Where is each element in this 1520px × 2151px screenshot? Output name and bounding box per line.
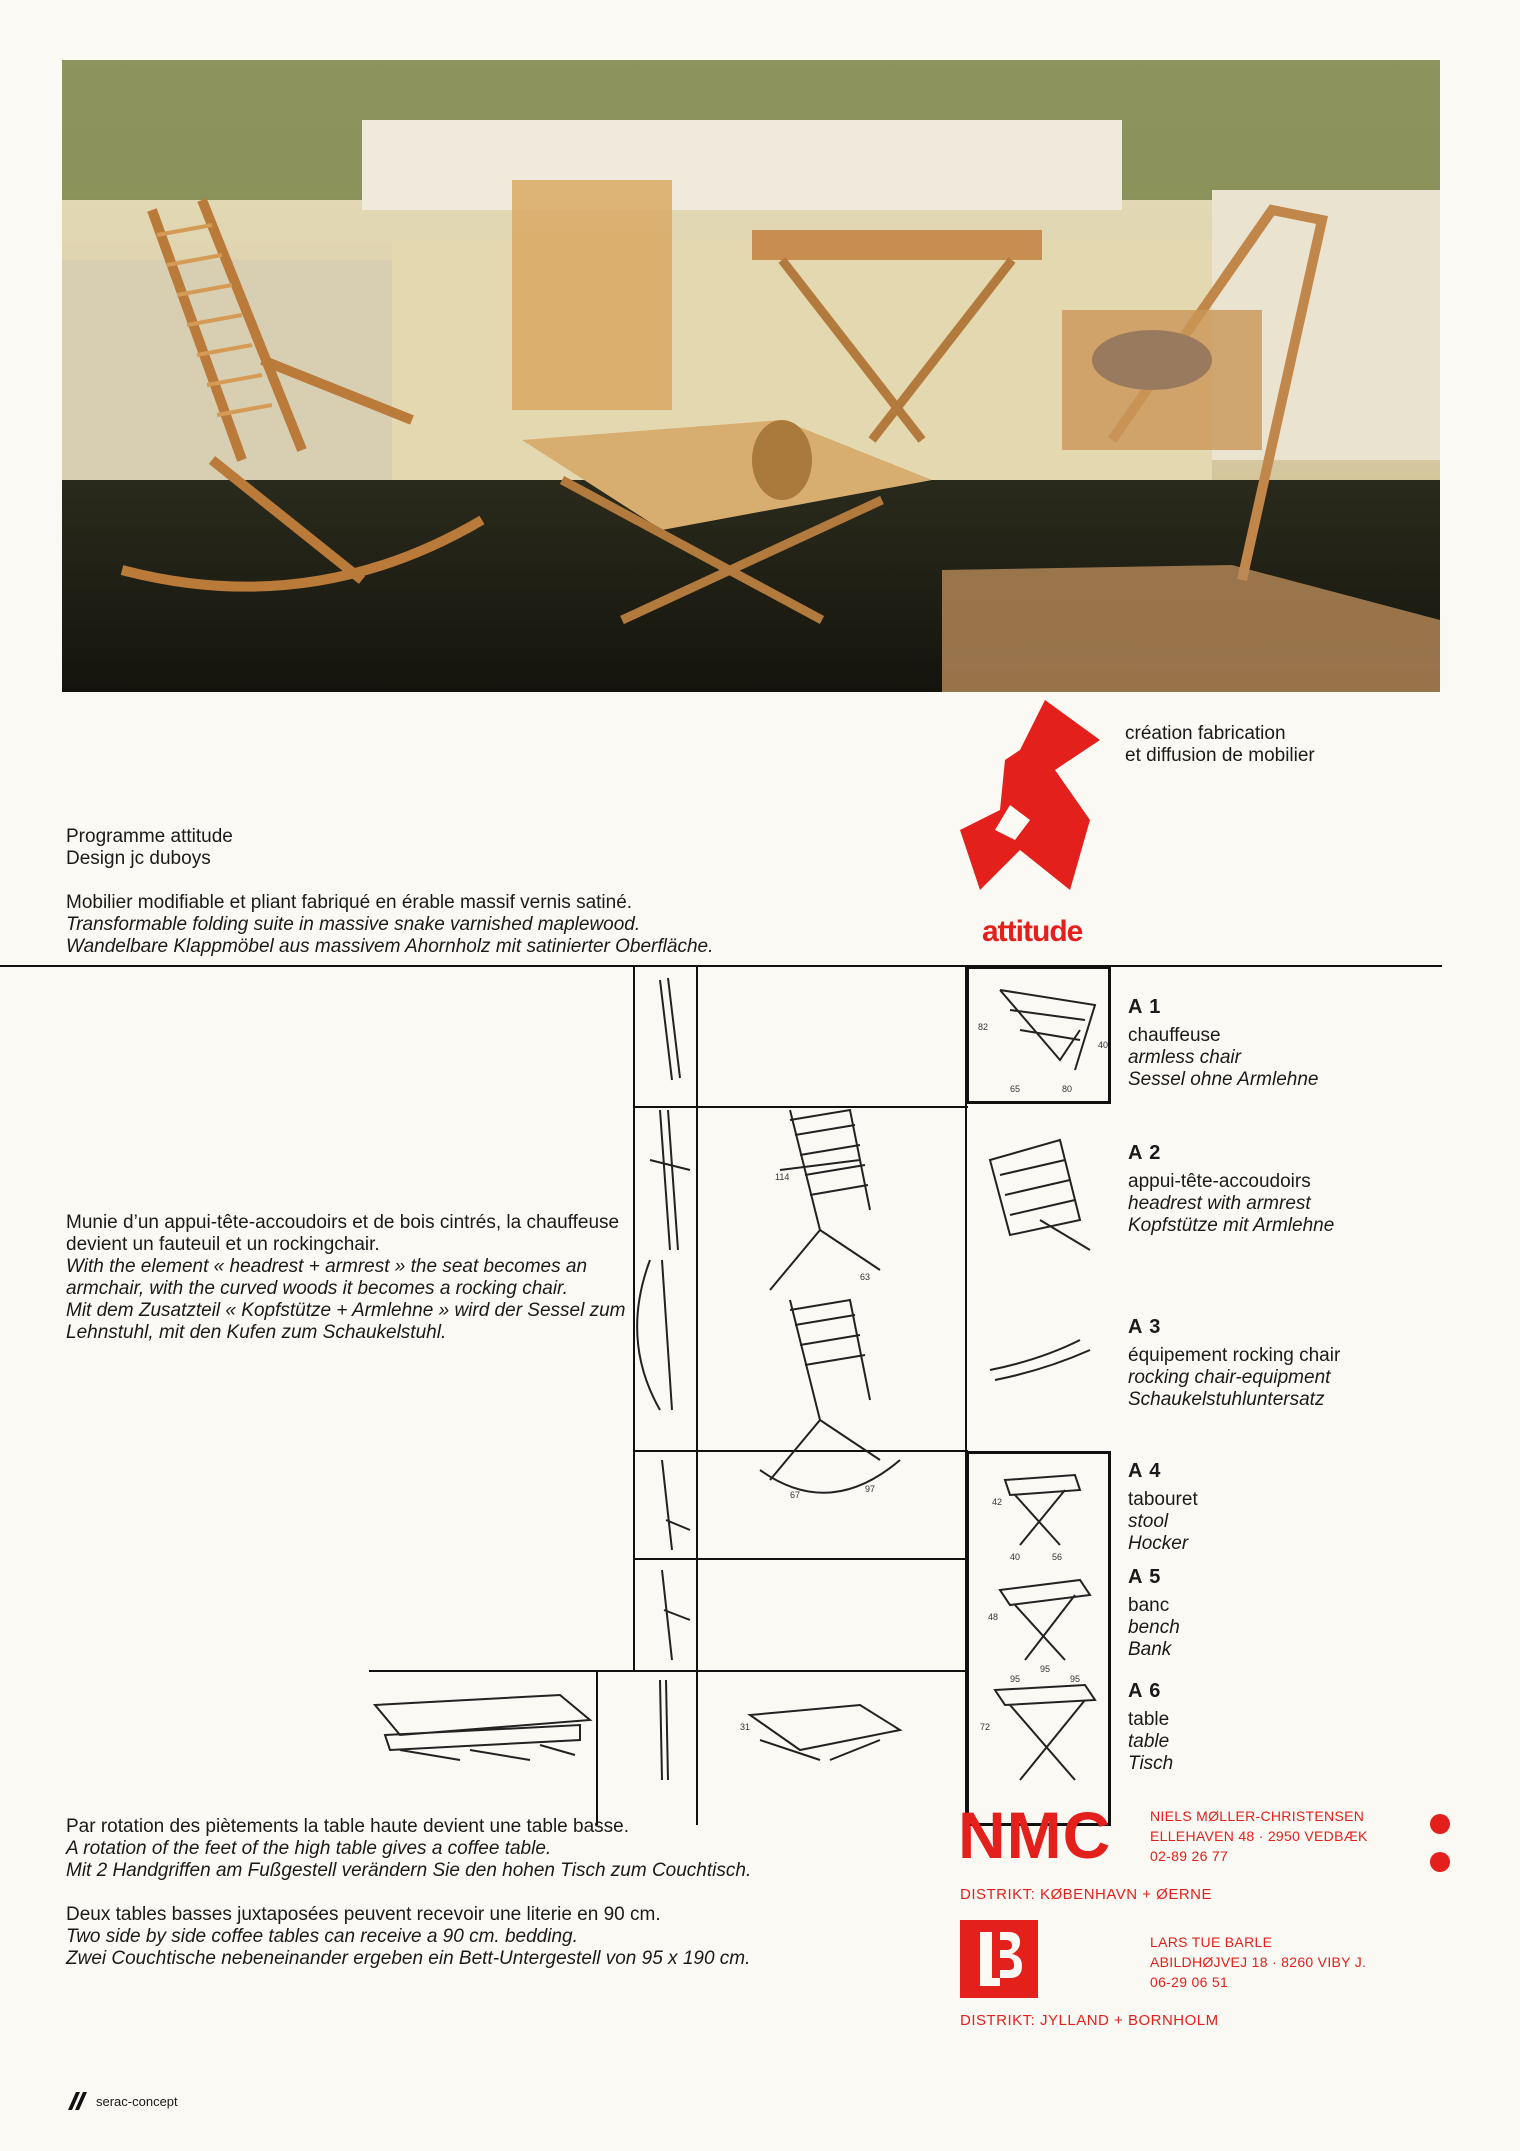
item-en: rocking chair-equipment xyxy=(1128,1367,1331,1388)
item-fr: table xyxy=(1128,1709,1170,1730)
lb-line-1: LARS TUE BARLE xyxy=(1150,1934,1273,1950)
profile-a3-icon xyxy=(637,1260,672,1410)
dim-label: 95 xyxy=(1010,1674,1021,1684)
item-de: Kopfstütze mit Armlehne xyxy=(1128,1215,1335,1236)
footer-credit-text: serac-concept xyxy=(96,2093,178,2109)
bottom-p2-fr: Deux tables basses juxtaposées peuvent recevoir une literie en 90 cm. xyxy=(66,1904,661,1925)
bed-drawing-icon xyxy=(375,1695,590,1760)
item-en: armless chair xyxy=(1128,1047,1241,1068)
tagline-line-2: et diffusion de mobilier xyxy=(1125,745,1315,766)
nmc-district: DISTRIKT: KØBENHAVN + ØERNE xyxy=(960,1886,1213,1903)
program-title: Programme attitude xyxy=(66,826,233,847)
dim-label: 31 xyxy=(740,1722,751,1732)
item-a5 xyxy=(1128,1566,1180,1661)
red-dot-icon xyxy=(1430,1852,1450,1872)
dim-label: 56 xyxy=(1052,1552,1063,1562)
coffee-table-drawing-icon xyxy=(750,1705,900,1760)
a5-bench-drawing-icon xyxy=(1000,1580,1090,1660)
item-a1 xyxy=(1128,996,1318,1091)
item-fr: banc xyxy=(1128,1595,1170,1616)
bottom-p1-fr: Par rotation des piètements la table haute devient une table basse. xyxy=(66,1816,629,1837)
item-en: stool xyxy=(1128,1511,1169,1532)
tagline xyxy=(1125,723,1315,767)
nmc-line-1: NIELS MØLLER-CHRISTENSEN xyxy=(1150,1808,1365,1824)
dim-label: 63 xyxy=(860,1272,871,1282)
item-de: Sessel ohne Armlehne xyxy=(1128,1069,1319,1090)
a6-table-drawing-icon xyxy=(995,1685,1095,1780)
bottom-description xyxy=(66,1816,946,1970)
item-de: Schaukelstuhluntersatz xyxy=(1128,1389,1325,1410)
dim-label: 40 xyxy=(1098,1040,1109,1050)
item-fr: équipement rocking chair xyxy=(1128,1345,1341,1366)
desc-fr: Mobilier modifiable et pliant fabriqué en érable massif vernis satiné. xyxy=(66,892,633,913)
item-code: A 6 xyxy=(1128,1680,1162,1702)
item-de: Bank xyxy=(1128,1639,1172,1660)
tagline-line-1: création fabrication xyxy=(1125,723,1286,744)
item-a6 xyxy=(1128,1680,1173,1775)
item-de: Tisch xyxy=(1128,1753,1174,1774)
armchair-drawing-icon xyxy=(770,1110,880,1290)
dim-label: 67 xyxy=(790,1490,801,1500)
lb-logo xyxy=(960,1920,1038,1998)
item-a4 xyxy=(1128,1460,1198,1555)
middle-de: Mit dem Zusatzteil « Kopfstütze + Armlehne » wird der Sessel zum Lehnstuhl, mit den Kufen zum Schaukelstuhl. xyxy=(66,1300,626,1343)
profile-a6-icon xyxy=(660,1680,668,1780)
item-code: A 3 xyxy=(1128,1316,1162,1338)
lb-logo-mark-icon xyxy=(960,1920,1038,1998)
profile-a4-icon xyxy=(662,1460,690,1550)
dim-label: 72 xyxy=(980,1722,991,1732)
lb-line-3: 06-29 06 51 xyxy=(1150,1974,1229,1990)
attitude-logo xyxy=(960,700,1110,950)
attitude-logo-mark-icon xyxy=(960,700,1110,900)
desc-en: Transformable folding suite in massive snake varnished maplewood. xyxy=(66,914,641,935)
item-fr: chauffeuse xyxy=(1128,1025,1221,1046)
dim-label: 48 xyxy=(988,1612,999,1622)
rocking-chair-drawing-icon xyxy=(770,1300,880,1480)
item-fr: appui-tête-accoudoirs xyxy=(1128,1171,1311,1192)
item-de: Hocker xyxy=(1128,1533,1189,1554)
lb-address xyxy=(1150,1932,1366,1992)
hero-photo xyxy=(62,60,1440,692)
item-a2 xyxy=(1128,1142,1334,1237)
dim-label: 80 xyxy=(1062,1084,1073,1094)
a1-chair-drawing-icon xyxy=(1000,990,1095,1070)
dim-label: 114 xyxy=(775,1172,790,1182)
item-code: A 5 xyxy=(1128,1566,1162,1588)
bottom-p2-de: Zwei Couchtische nebeneinander ergeben ein Bett-Untergestell von 95 x 190 cm. xyxy=(66,1948,751,1969)
desc-de: Wandelbare Klappmöbel aus massivem Ahornholz mit satinierter Oberfläche. xyxy=(66,936,714,957)
item-code: A 2 xyxy=(1128,1142,1162,1164)
serac-logo-icon xyxy=(66,2090,92,2112)
designer-credit: Design jc duboys xyxy=(66,848,211,869)
nmc-line-2: ELLEHAVEN 48 · 2950 VEDBÆK xyxy=(1150,1828,1368,1844)
dim-label: 95 xyxy=(1040,1664,1051,1674)
red-dot-icon xyxy=(1430,1814,1450,1834)
bottom-p2-en: Two side by side coffee tables can receive a 90 cm. bedding. xyxy=(66,1926,578,1947)
item-en: bench xyxy=(1128,1617,1180,1638)
lb-line-2: ABILDHØJVEJ 18 · 8260 VIBY J. xyxy=(1150,1954,1367,1970)
item-fr: tabouret xyxy=(1128,1489,1198,1510)
item-code: A 1 xyxy=(1128,996,1162,1018)
item-en: table xyxy=(1128,1731,1170,1752)
item-en: headrest with armrest xyxy=(1128,1193,1311,1214)
logo-wordmark: attitude xyxy=(982,915,1083,948)
middle-fr: Munie d’un appui-tête-accoudoirs et de bois cintrés, la chauffeuse devient un fauteuil et un rockingchair. xyxy=(66,1212,620,1255)
nmc-line-3: 02-89 26 77 xyxy=(1150,1848,1229,1864)
item-code: A 4 xyxy=(1128,1460,1162,1482)
profile-a1-icon xyxy=(660,978,680,1080)
dim-label: 95 xyxy=(1070,1674,1081,1684)
dim-label: 97 xyxy=(865,1484,876,1494)
nmc-address xyxy=(1150,1806,1368,1866)
dim-label: 42 xyxy=(992,1497,1003,1507)
bottom-p1-en: A rotation of the feet of the high table gives a coffee table. xyxy=(66,1838,552,1859)
footer-credit xyxy=(66,2090,178,2112)
dim-label: 65 xyxy=(1010,1084,1021,1094)
dim-label: 82 xyxy=(978,1022,989,1032)
middle-description xyxy=(66,1212,626,1344)
profile-a2-icon xyxy=(650,1110,690,1250)
nmc-logo: NMC xyxy=(958,1798,1112,1872)
item-a3 xyxy=(1128,1316,1340,1411)
a3-runners-drawing-icon xyxy=(990,1340,1090,1380)
intro-block xyxy=(66,826,926,958)
bottom-p1-de: Mit 2 Handgriffen am Fußgestell verändern Sie den hohen Tisch zum Couchtisch. xyxy=(66,1860,752,1881)
lb-district: DISTRIKT: JYLLAND + BORNHOLM xyxy=(960,2012,1219,2029)
profile-a5-icon xyxy=(662,1570,690,1660)
a4-stool-drawing-icon xyxy=(1005,1475,1080,1545)
middle-en: With the element « headrest + armrest » the seat becomes an armchair, with the curved woods it becomes a rocking chair. xyxy=(66,1256,588,1299)
dim-label: 40 xyxy=(1010,1552,1021,1562)
